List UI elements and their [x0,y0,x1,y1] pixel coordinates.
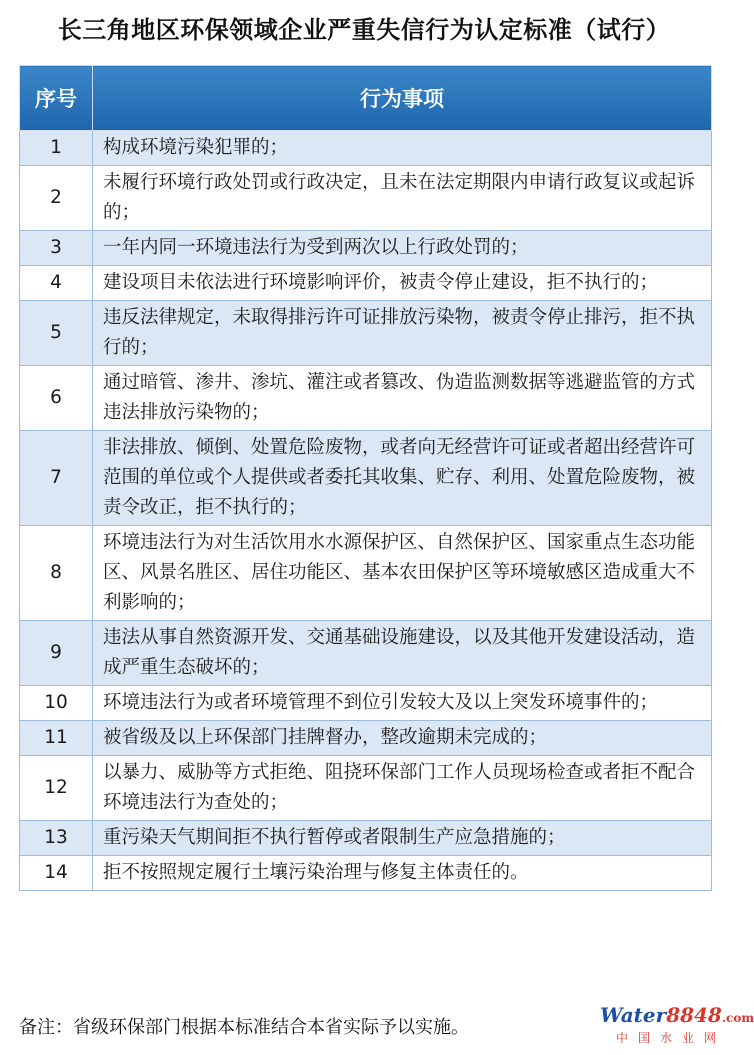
row-number: 7 [20,431,93,526]
row-number: 13 [20,821,93,856]
row-number: 10 [20,686,93,721]
row-text: 构成环境污染犯罪的； [93,131,712,166]
footnote: 备注：省级环保部门根据本标准结合本省实际予以实施。 [19,1017,469,1038]
watermark-logo [600,1003,754,1050]
table-row [20,266,712,301]
standards-table-container [19,65,712,891]
table-row [20,166,712,231]
row-text: 拒不按照规定履行土壤污染治理与修复主体责任的。 [93,856,712,891]
row-number: 4 [20,266,93,301]
row-text: 一年内同一环境违法行为受到两次以上行政处罚的； [93,231,712,266]
table-row [20,366,712,431]
row-number: 11 [20,721,93,756]
row-number: 1 [20,131,93,166]
logo-brand-c: .com [721,1011,754,1025]
row-text: 通过暗管、渗井、渗坑、灌注或者篡改、伪造监测数据等逃避监管的方式违法排放污染物的； [93,366,712,431]
logo-wordmark [600,1003,754,1029]
standards-table [19,65,712,891]
row-number: 2 [20,166,93,231]
row-number: 8 [20,526,93,621]
logo-brand-b: 8848 [666,1003,722,1027]
row-number: 6 [20,366,93,431]
table-row [20,686,712,721]
header-item: 行为事项 [93,66,712,131]
row-text: 非法排放、倾倒、处置危险废物，或者向无经营许可证或者超出经营许可范围的单位或个人提供或者委托其收集、贮存、利用、处置危险废物，被责令改正，拒不执行的； [93,431,712,526]
row-text: 未履行环境行政处罚或行政决定，且未在法定期限内申请行政复议或起诉的； [93,166,712,231]
table-row [20,131,712,166]
row-number: 12 [20,756,93,821]
row-text: 被省级及以上环保部门挂牌督办，整改逾期未完成的； [93,721,712,756]
table-row [20,301,712,366]
row-number: 9 [20,621,93,686]
table-row [20,621,712,686]
table-header-row [20,66,712,131]
row-text: 环境违法行为或者环境管理不到位引发较大及以上突发环境事件的； [93,686,712,721]
row-text: 违法从事自然资源开发、交通基础设施建设，以及其他开发建设活动，造成严重生态破坏的； [93,621,712,686]
row-number: 5 [20,301,93,366]
row-text: 建设项目未依法进行环境影响评价，被责令停止建设，拒不执行的； [93,266,712,301]
table-row [20,231,712,266]
row-text: 违反法律规定，未取得排污许可证排放污染物，被责令停止排污，拒不执行的； [93,301,712,366]
row-text: 环境违法行为对生活饮用水水源保护区、自然保护区、国家重点生态功能区、风景名胜区、居住功能区、基本农田保护区等环境敏感区造成重大不利影响的； [93,526,712,621]
header-serial: 序号 [20,66,93,131]
row-number: 3 [20,231,93,266]
table-row [20,526,712,621]
page-title: 长三角地区环保领域企业严重失信行为认定标准（试行） [57,16,671,44]
row-text: 以暴力、威胁等方式拒绝、阻挠环保部门工作人员现场检查或者拒不配合环境违法行为查处的； [93,756,712,821]
logo-chinese-name: 中国水业网 [615,1031,726,1045]
row-number: 14 [20,856,93,891]
table-row [20,756,712,821]
logo-brand-a: Water [600,1003,667,1027]
table-row [20,821,712,856]
table-row [20,856,712,891]
table-row [20,721,712,756]
table-row [20,431,712,526]
row-text: 重污染天气期间拒不执行暂停或者限制生产应急措施的； [93,821,712,856]
table-body [20,131,712,891]
